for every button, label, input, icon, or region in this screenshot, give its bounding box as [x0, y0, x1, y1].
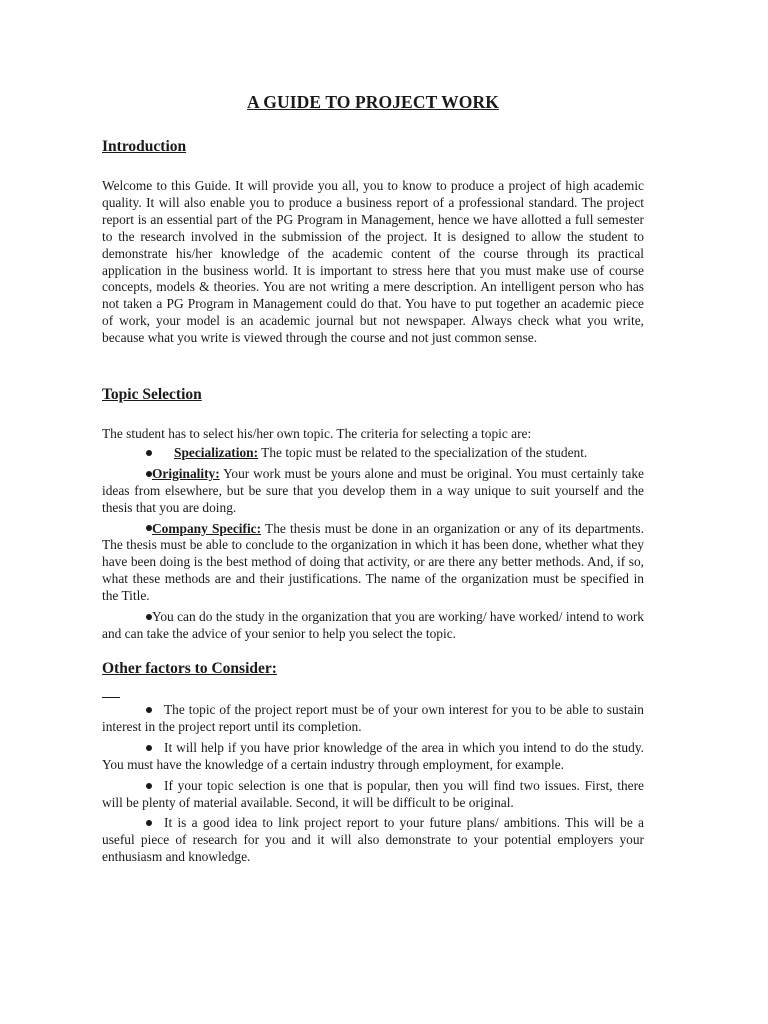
item-text: Your work must be yours alone and must be original. You must certainly take ideas from elsewhere, but be sure that you develop them in a way unique to suit yourself and the thesis that you are doing.: [102, 465, 644, 515]
bullet-icon: [124, 778, 164, 795]
item-lead: Originality:: [152, 465, 220, 481]
list-item: [102, 778, 644, 812]
bullet-icon: [124, 466, 152, 483]
document-title: A GUIDE TO PROJECT WORK: [247, 92, 499, 112]
item-lead: Company Specific:: [152, 520, 262, 536]
bullet-icon: [124, 702, 164, 719]
item-text: You can do the study in the organization that you are working/ have worked/ intend to work and can take the advice of your senior to help you select the topic.: [102, 609, 644, 641]
item-text: If your topic selection is one that is popular, then you will find two issues. First, there will be plenty of material available. Second, it will be difficult to be original.: [102, 777, 644, 810]
bullet-icon: [124, 740, 164, 757]
horizontal-rule: [102, 697, 120, 698]
item-text: It will help if you have prior knowledge of the area in which you intend to do the study. You must have the knowledge of a certain industry through employment, for example.: [102, 739, 644, 772]
topic-selection-intro: The student has to select his/her own topic. The criteria for selecting a topic are:: [102, 426, 532, 441]
heading-other-factors: Other factors to Consider:: [102, 660, 277, 677]
bullet-icon: [124, 521, 152, 538]
item-text: The topic of the project report must be of your own interest for you to be able to sustain interest in the project report until its completion.: [102, 702, 644, 734]
other-factors-list: [102, 702, 644, 870]
item-text: It is a good idea to link project report to your future plans/ ambitions. This will be a useful piece of research for you and it will also demonstrate to your potential employers your enthusiasm and knowledge.: [102, 815, 644, 865]
item-lead: Specialization:: [174, 444, 259, 460]
list-item-company-specific: [102, 521, 644, 606]
list-item-organization-study: [102, 609, 644, 643]
list-item: [102, 740, 644, 774]
heading-introduction: Introduction: [102, 138, 187, 155]
bullet-icon: [124, 609, 152, 626]
list-item-originality: [102, 466, 644, 517]
list-item: [102, 702, 644, 736]
item-text: The topic must be related to the specialization of the student.: [258, 444, 588, 460]
bullet-icon: [124, 815, 164, 832]
introduction-paragraph: Welcome to this Guide. It will provide you all, you to know to produce a project of high academic quality. It will also enable you to produce a business report of a professional standard. The project report is an essential part of the PG Program in Management, hence we have allotted a full semester to the research involved in the submission of the project. It is designed to allow the student to demonstrate his/her knowledge of the academic content of the course through its practical application in the business world. It is important to stress here that you must make use of course concepts, models & theories. You are not writing a mere description. An intelligent person who has not taken a PG Program in Management could do that. You have to put together an academic piece of work, your model is an academic journal but not newspaper. Always check what you write, because what you write is viewed through the course and not just common sense.: [102, 178, 644, 346]
list-item-specialization: [102, 445, 644, 462]
heading-topic-selection: Topic Selection: [102, 386, 202, 403]
item-text: The thesis must be done in an organization or any of its departments. The thesis must be able to conclude to the organization in which it has been done, whether what they have been doing is the best method of doing that activity, or are there any better methods. And, if so, what these methods are and their justifications. The name of the organization must be specified in the Title.: [102, 520, 644, 604]
bullet-icon: [124, 445, 174, 462]
topic-selection-list: [102, 426, 644, 647]
list-item: [102, 815, 644, 866]
